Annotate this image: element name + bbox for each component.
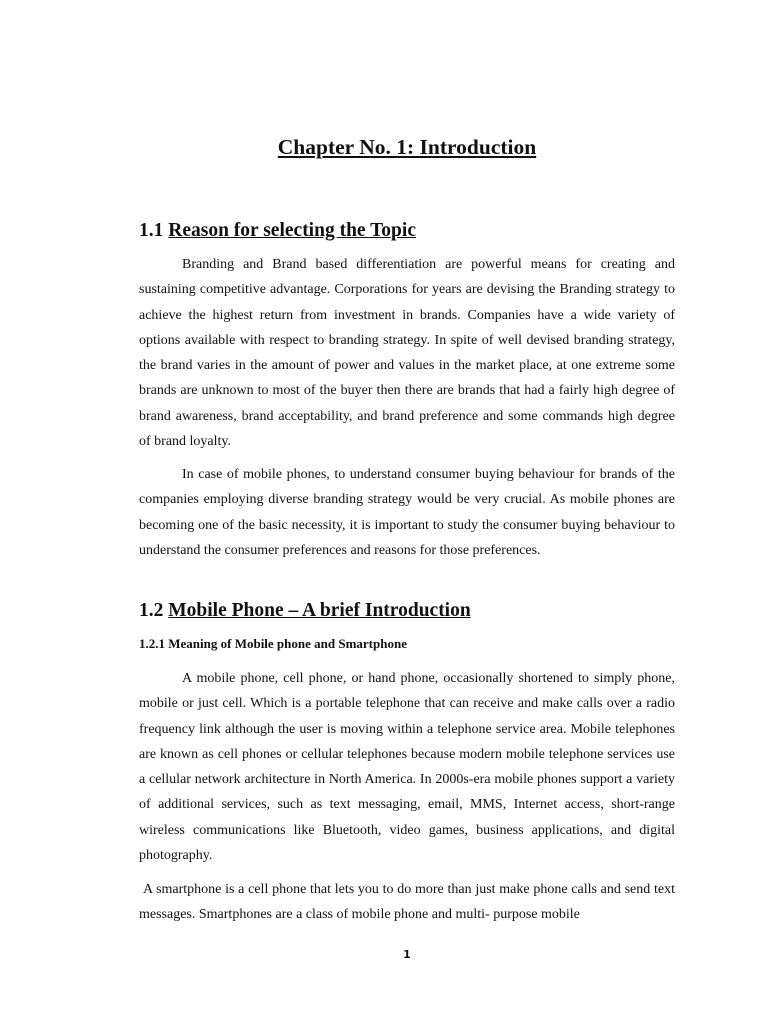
paragraph-mobile-phones-consumer: In case of mobile phones, to understand consumer buying behaviour for brands of the companies employing diverse branding strategy would be very crucial. As mobile phones are becoming one of the basic necessity, it is important to study the consumer buying behaviour to understand the consumer preferences and reasons for those preferences.	[139, 467, 675, 558]
paragraph-mobile-phone-definition: A mobile phone, cell phone, or hand phone, occasionally shortened to simply phone, mobile or just cell. Which is a portable telephone that can receive and make calls over a radio frequency link although the user is moving within a telephone service area. Mobile telephones are known as cell phones or cellular telephones because modern mobile telephone services use a cellular network architecture in North America. In 2000s-era mobile phones support a variety of additional services, such as text messaging, email, MMS, Internet access, short-range wireless communications like Bluetooth, video games, business applications, and digital photography.	[139, 671, 675, 864]
subsection-heading-1-2-1: 1.2.1 Meaning of Mobile phone and Smartphone	[139, 636, 407, 651]
paragraph-branding: Branding and Brand based differentiation are powerful means for creating and sustaining competitive advantage. Corporations for years are devising the Branding strategy to achieve the highest return from investment in brands. Companies have a wide variety of options available with respect to branding strategy. In spite of well devised branding strategy, the brand varies in the amount of power and values in the market place, at one extreme some brands are unknown to most of the buyer then there are brands that had a fairly high degree of brand awareness, brand acceptability, and brand preference and some commands high degree of brand loyalty.	[139, 257, 675, 450]
section-title: Mobile Phone – A brief Introduction	[168, 600, 471, 621]
document-page	[139, 0, 675, 1024]
page-number: 1	[403, 948, 411, 961]
chapter-title-text: Chapter No. 1: Introduction	[277, 135, 537, 159]
section-heading-1-2	[139, 600, 471, 622]
chapter-title	[139, 135, 675, 160]
section-title: Reason for selecting the Topic	[168, 220, 416, 241]
paragraph-smartphone-definition: A smartphone is a cell phone that lets you to do more than just make phone calls and send text messages. Smartphones are a class of mobile phone and multi- purpose mobile	[139, 882, 675, 923]
section-number: 1.1	[139, 220, 164, 241]
section-heading-1-1	[139, 220, 416, 242]
section-number: 1.2	[139, 600, 164, 621]
